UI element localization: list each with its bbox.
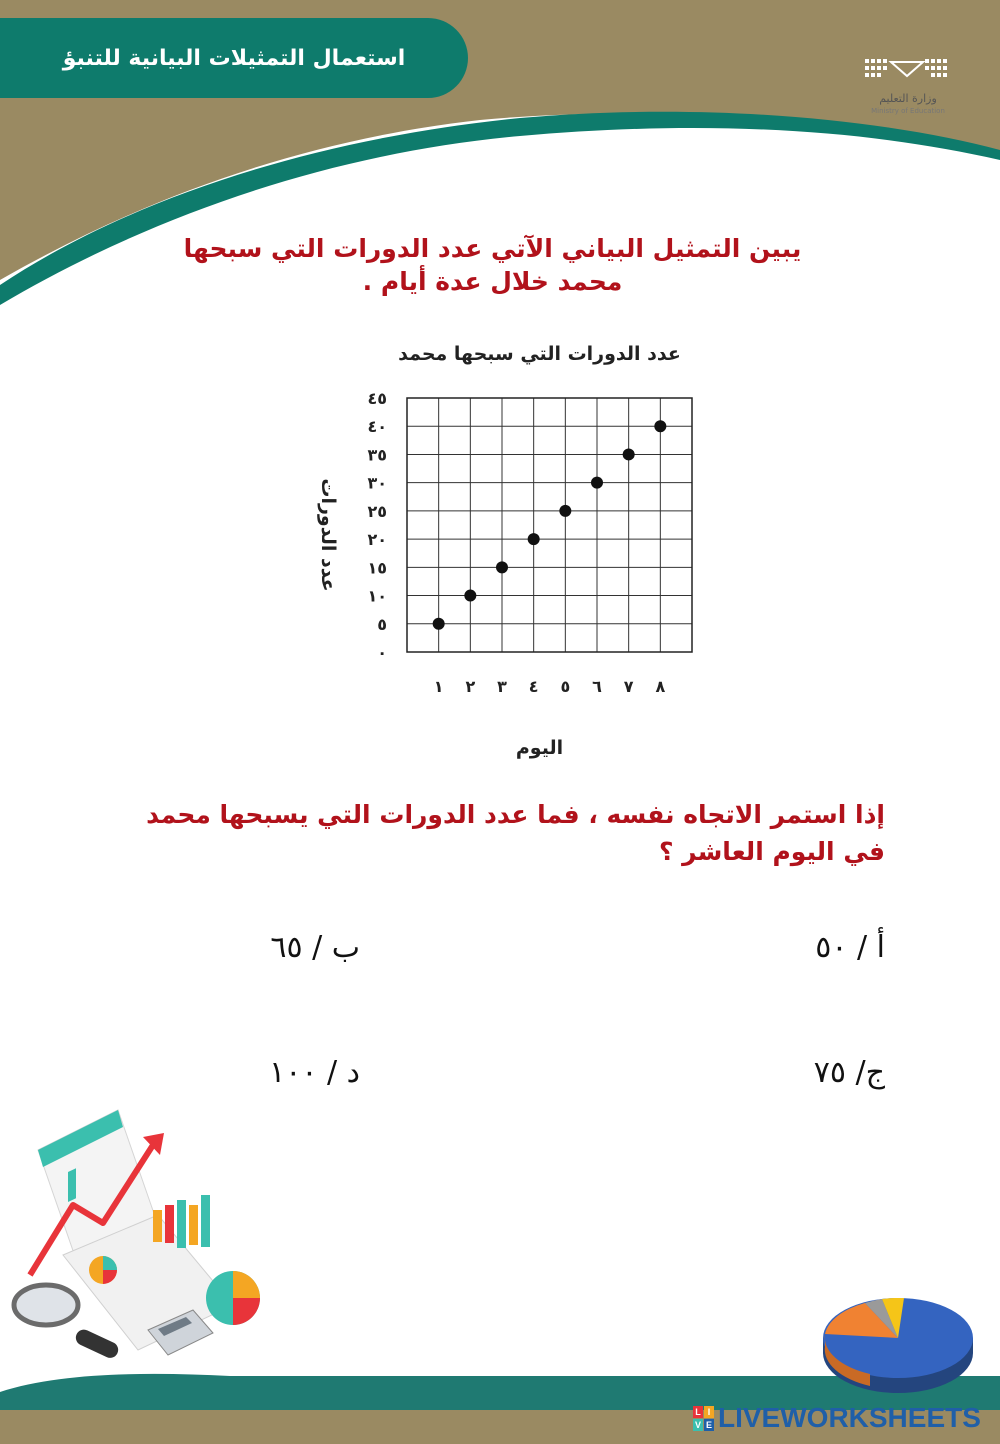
scatter-chart bbox=[280, 330, 740, 770]
y-tick-label: ٢٥ bbox=[367, 501, 387, 521]
option-d[interactable]: د / ١٠٠ bbox=[269, 1055, 360, 1090]
x-tick-label: ٥ bbox=[560, 677, 571, 696]
y-tick-label: ٤٠ bbox=[367, 417, 387, 437]
ministry-name-en: Ministry of Education bbox=[871, 107, 945, 115]
ministry-name-ar: وزارة التعليم bbox=[879, 92, 937, 105]
brand-label: LIVEWORKSHEETS bbox=[718, 1402, 981, 1433]
plot-border bbox=[407, 398, 692, 652]
x-tick-label: ٣ bbox=[497, 677, 507, 696]
page-title: استعمال التمثيلات البيانية للتنبؤ bbox=[62, 45, 406, 71]
x-axis-label: اليوم bbox=[515, 737, 564, 759]
y-tick-label: ١٠ bbox=[367, 586, 387, 606]
y-axis-label: عدد الدورات bbox=[317, 478, 339, 592]
x-tick-label: ٨ bbox=[655, 677, 666, 696]
ministry-logo bbox=[838, 56, 978, 115]
data-point bbox=[623, 448, 635, 460]
data-point bbox=[496, 561, 508, 573]
y-tick-label: ٠ bbox=[377, 643, 387, 662]
x-tick-label: ٦ bbox=[592, 677, 602, 696]
question-text: إذا استمر الاتجاه نفسه ، فما عدد الدورات التي يسبحها محمد في اليوم العاشر ؟ bbox=[146, 800, 885, 866]
data-point bbox=[433, 618, 445, 630]
y-tick-label: ٣٥ bbox=[367, 445, 387, 465]
data-point bbox=[559, 505, 571, 517]
data-point bbox=[654, 420, 666, 432]
liveworksheets-brand bbox=[693, 1402, 981, 1434]
chart-title: عدد الدورات التي سبحها محمد bbox=[398, 343, 681, 365]
y-tick-label: ٣٠ bbox=[367, 473, 387, 493]
data-point bbox=[591, 477, 603, 489]
x-tick-label: ٧ bbox=[623, 677, 634, 696]
data-point bbox=[528, 533, 540, 545]
x-tick-label: ١ bbox=[433, 677, 444, 696]
option-b[interactable]: ب / ٦٥ bbox=[270, 930, 360, 965]
y-tick-label: ٤٥ bbox=[367, 389, 387, 408]
option-c[interactable]: ج/ ٧٥ bbox=[813, 1055, 885, 1090]
live-letter: E bbox=[705, 1419, 712, 1430]
data-point bbox=[464, 590, 476, 602]
x-tick-label: ٤ bbox=[528, 677, 539, 696]
analytics-illustration-icon bbox=[8, 1105, 273, 1360]
ministry-logo-icon bbox=[863, 56, 953, 82]
live-letter: V bbox=[694, 1419, 701, 1430]
y-tick-label: ١٥ bbox=[367, 558, 387, 578]
live-letter: L bbox=[693, 1406, 703, 1418]
live-letter: I bbox=[704, 1406, 714, 1418]
x-tick-label: ٢ bbox=[465, 677, 476, 696]
pie-chart-3d-icon bbox=[820, 1298, 980, 1403]
live-logo-icon bbox=[693, 1406, 714, 1431]
option-a[interactable]: أ / ٥٠ bbox=[815, 930, 885, 965]
y-tick-label: ٥ bbox=[377, 614, 387, 634]
y-tick-label: ٢٠ bbox=[367, 530, 387, 550]
intro-text: يبين التمثيل البياني الآتي عدد الدورات التي سبحها محمد خلال عدة أيام . bbox=[183, 234, 802, 296]
